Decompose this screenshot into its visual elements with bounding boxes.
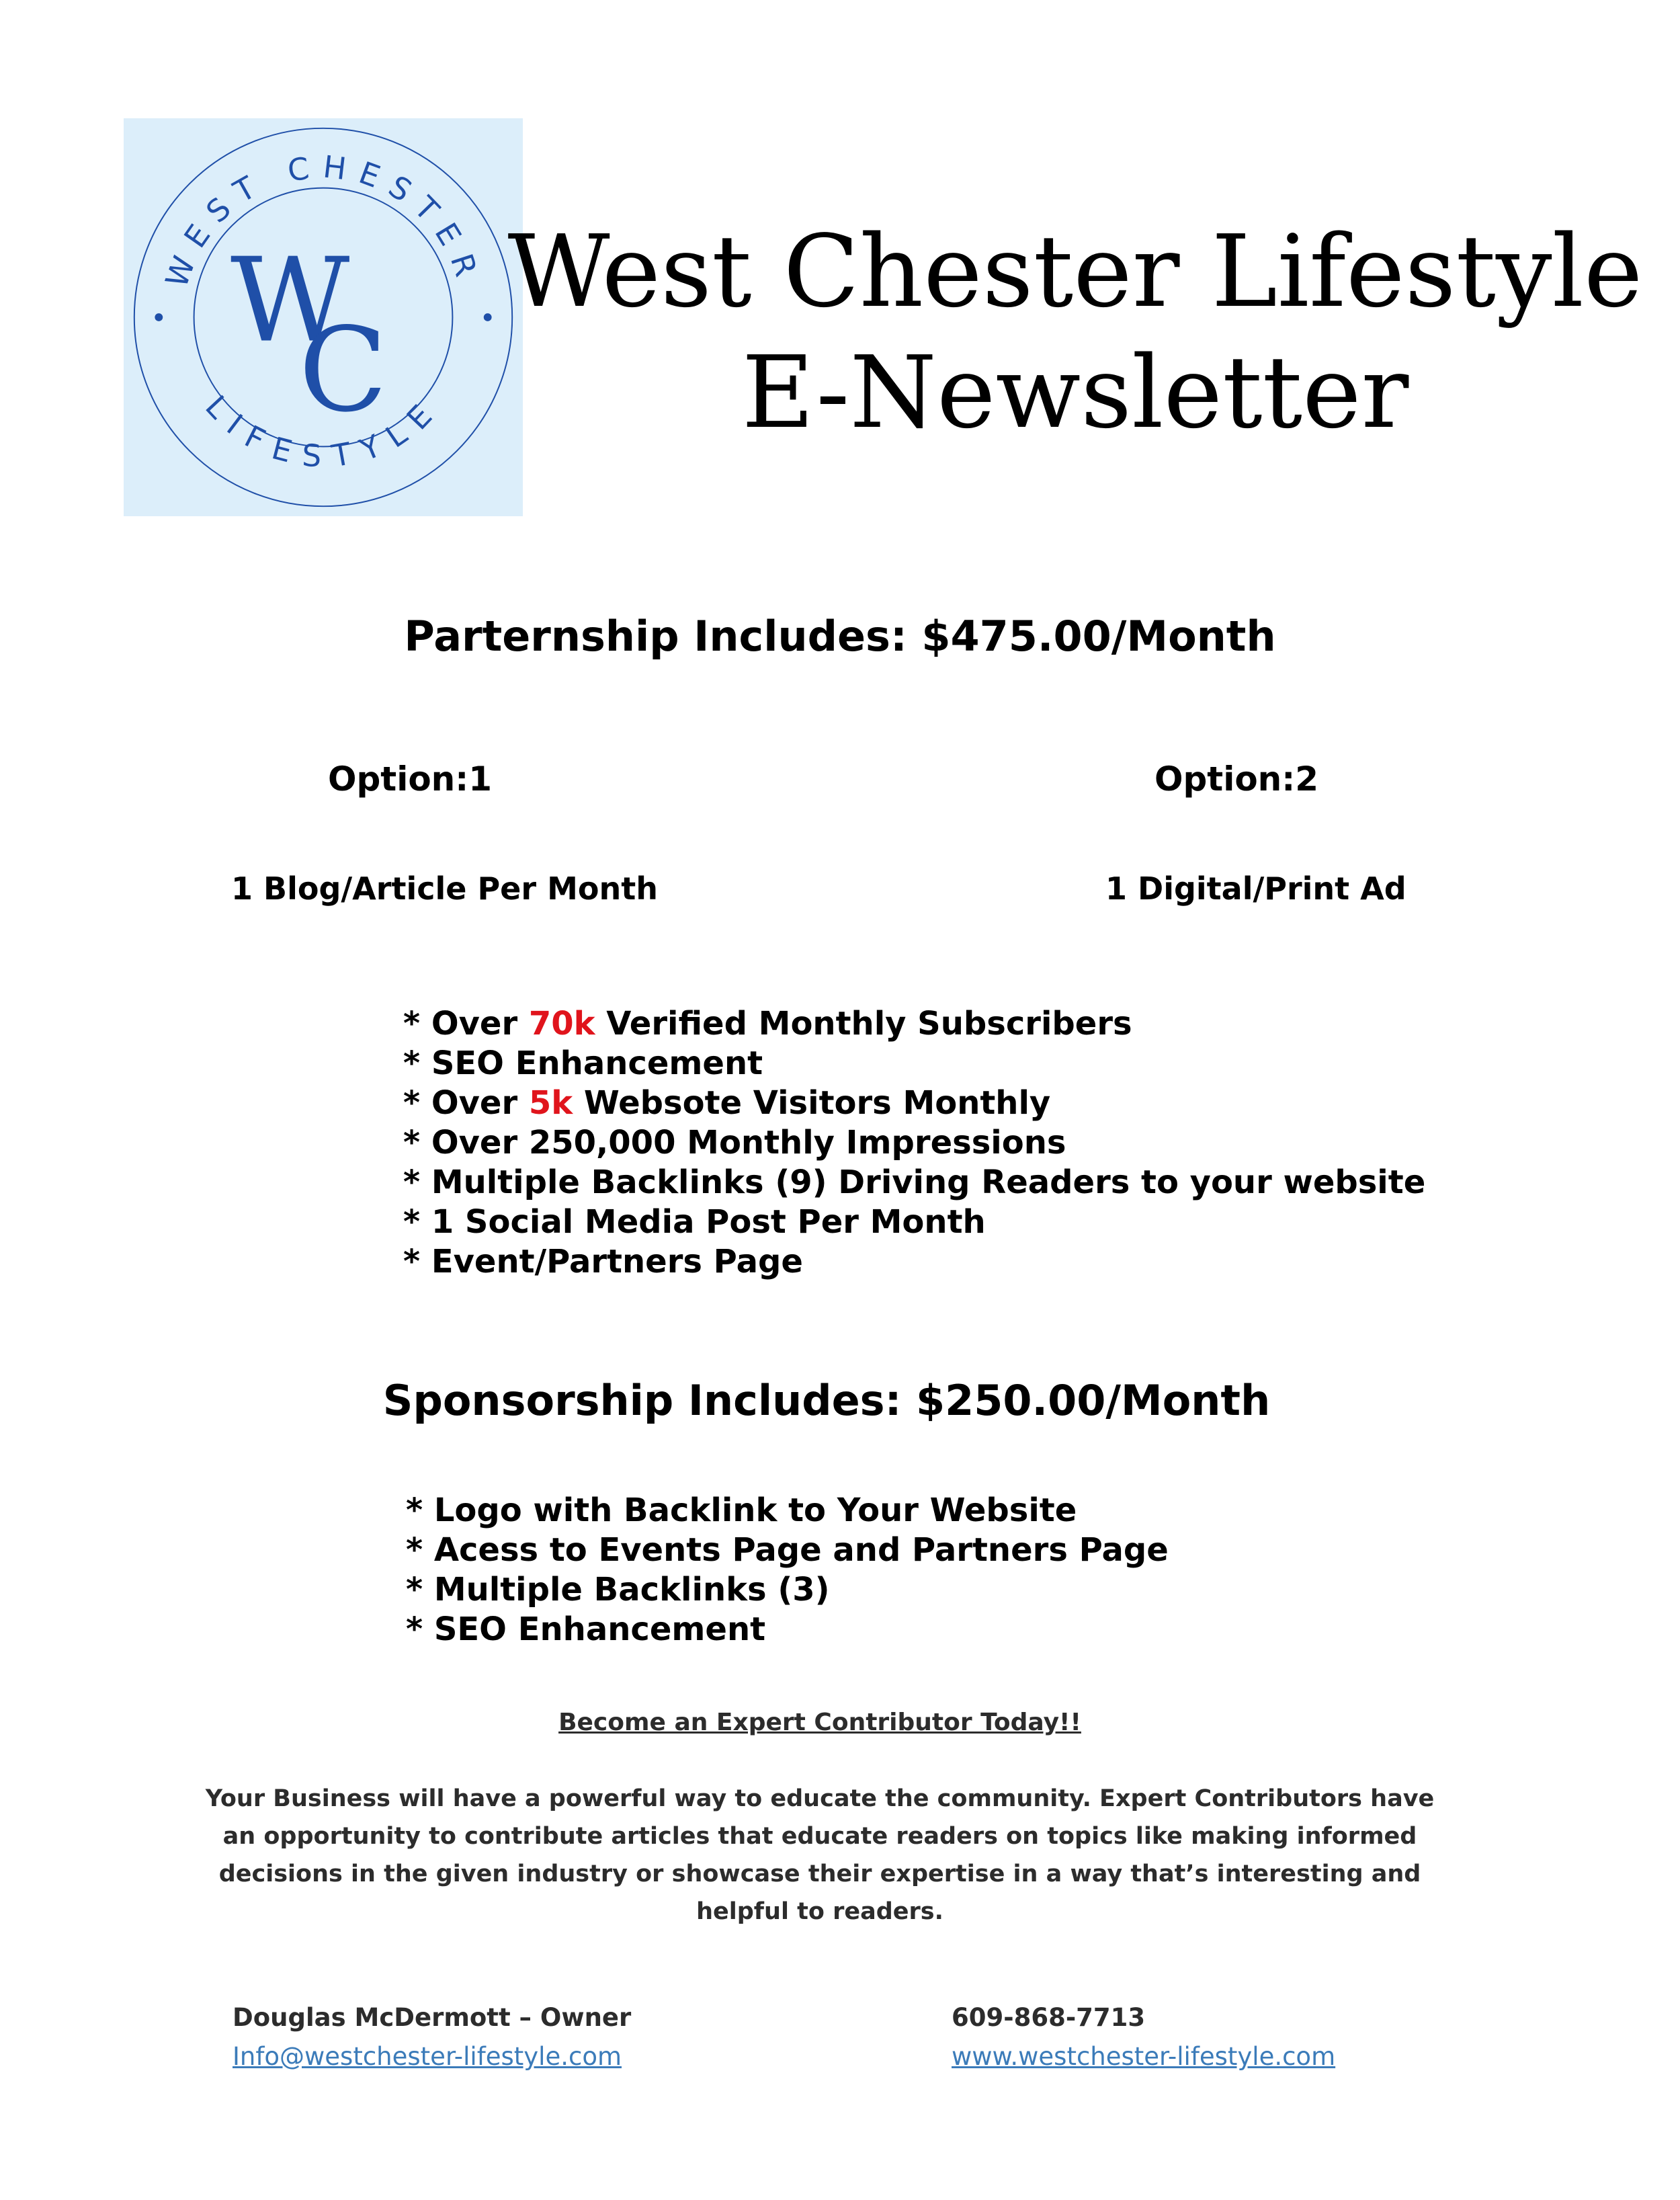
- list-item-text: * Multiple Backlinks (9) Driving Readers to your website: [403, 1164, 1426, 1201]
- list-item: [403, 1163, 1425, 1203]
- option-1-description: 1 Blog/Article Per Month: [231, 870, 658, 907]
- logo-dot-left: [155, 313, 163, 321]
- list-item: * Logo with Backlink to Your Website: [406, 1492, 1077, 1529]
- list-item-text: Verified Monthly Subscribers: [595, 1005, 1132, 1043]
- page-title-line-2: E-Newsletter: [741, 335, 1409, 450]
- list-item: [403, 1004, 1425, 1044]
- highlight-number: 70k: [528, 1005, 595, 1043]
- option-2-description: 1 Digital/Print Ad: [1105, 870, 1406, 907]
- list-item-text: * Over: [403, 1005, 529, 1043]
- list-item-text: * Over 250,000 Monthly Impressions: [403, 1124, 1066, 1162]
- partnership-benefits-list: [403, 1004, 1425, 1282]
- contact-phone: 609-868-7713: [952, 2003, 1146, 2032]
- partnership-heading: Parternship Includes: $475.00/Month: [404, 612, 1276, 661]
- highlight-number: 5k: [528, 1084, 573, 1122]
- list-item: * Acess to Events Page and Partners Page: [406, 1531, 1169, 1569]
- logo-arc-bottom-text: LIFESTYLE: [198, 389, 448, 475]
- list-item: * Multiple Backlinks (3): [406, 1571, 830, 1608]
- logo-monogram-w: W: [230, 233, 350, 368]
- option-1-label: Option:1: [328, 760, 493, 799]
- list-item: [403, 1123, 1425, 1163]
- page-title-line-1: West Chester Lifestyle: [507, 214, 1643, 329]
- list-item: [403, 1203, 1425, 1242]
- wc-circle-logo-icon: [124, 118, 523, 516]
- list-item-text: * 1 Social Media Post Per Month: [403, 1203, 986, 1241]
- list-item-text: * Over: [403, 1084, 529, 1122]
- list-item-text: * SEO Enhancement: [403, 1045, 763, 1082]
- list-item-text: * Event/Partners Page: [403, 1243, 803, 1280]
- contact-name: Douglas McDermott – Owner: [233, 2003, 632, 2032]
- contact-email-link[interactable]: Info@westchester-lifestyle.com: [233, 2042, 622, 2071]
- contact-website-link[interactable]: www.westchester-lifestyle.com: [952, 2042, 1336, 2071]
- contributor-heading: Become an Expert Contributor Today!!: [558, 1709, 1081, 1736]
- sponsorship-heading: Sponsorship Includes: $250.00/Month: [382, 1376, 1271, 1425]
- brand-logo: [124, 118, 523, 516]
- logo-monogram-c: C: [298, 302, 388, 438]
- list-item: * SEO Enhancement: [406, 1611, 766, 1648]
- list-item: [403, 1084, 1425, 1123]
- list-item-text: Websote Visitors Monthly: [573, 1084, 1051, 1122]
- logo-arc-top-text: WEST CHESTER: [159, 149, 488, 292]
- list-item: [403, 1242, 1425, 1282]
- list-item: [403, 1044, 1425, 1084]
- option-2-label: Option:2: [1154, 760, 1319, 799]
- contributor-paragraph: Your Business will have a powerful way to educate the community. Expert Contributors have an opportunity to contribute articles that educate readers on topics like making informed decisions in the given industry or showcase their expertise in a way that’s interesting and helpful to readers.: [205, 1785, 1435, 1925]
- sponsorship-benefits-list: [406, 1491, 1169, 1649]
